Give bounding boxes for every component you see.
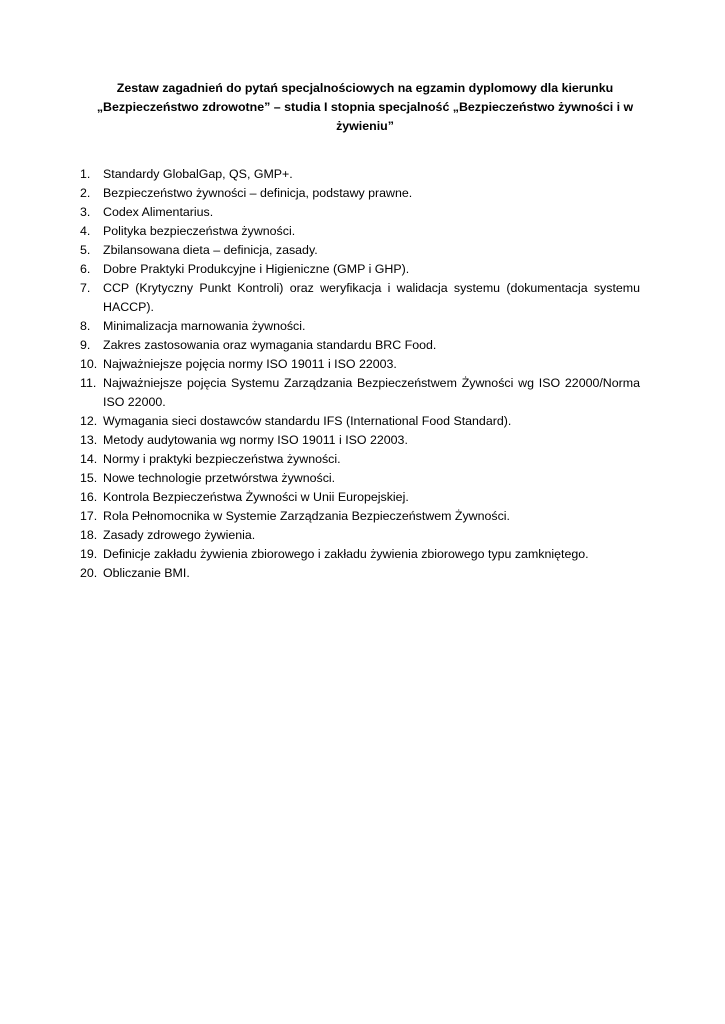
list-item-text: Wymagania sieci dostawców standardu IFS (International Food Standard). xyxy=(103,414,512,428)
list-item xyxy=(80,431,640,450)
list-item-number: 13. xyxy=(80,433,98,447)
list-item xyxy=(80,526,640,545)
list-item xyxy=(80,545,640,564)
list-item xyxy=(80,203,640,222)
list-item-number: 14. xyxy=(80,452,98,466)
list-item-number: 10. xyxy=(80,357,98,371)
list-item xyxy=(80,469,640,488)
list-item-number: 17. xyxy=(80,509,98,523)
title-line-2: „Bezpieczeństwo zdrowotne” – studia I stopnia specjalność „Bezpieczeństwo żywności i w xyxy=(96,100,634,114)
list-item-text: Zbilansowana dieta – definicja, zasady. xyxy=(103,243,318,257)
list-item xyxy=(80,165,640,184)
list-item-text: Zakres zastosowania oraz wymagania standardu BRC Food. xyxy=(103,338,437,352)
list-item-number: 16. xyxy=(80,490,98,504)
list-item-number: 11. xyxy=(80,376,97,390)
list-item-text: Definicje zakładu żywienia zbiorowego i zakładu żywienia zbiorowego typu zamkniętego. xyxy=(103,547,589,561)
list-item xyxy=(80,317,640,336)
list-item xyxy=(80,241,640,260)
list-item-number: 8. xyxy=(80,319,91,333)
list-item-text: Rola Pełnomocnika w Systemie Zarządzania Bezpieczeństwem Żywności. xyxy=(103,509,510,523)
list-item-text: Polityka bezpieczeństwa żywności. xyxy=(103,224,296,238)
list-item-number: 19. xyxy=(80,547,98,561)
list-item-text: Normy i praktyki bezpieczeństwa żywności. xyxy=(103,452,341,466)
list-item-text: Najważniejsze pojęcia normy ISO 19011 i ISO 22003. xyxy=(103,357,397,371)
list-item-number: 18. xyxy=(80,528,98,542)
list-item-text: Zasady zdrowego żywienia. xyxy=(103,528,256,542)
list-item xyxy=(80,279,640,317)
list-item xyxy=(80,412,640,431)
list-item-number: 2. xyxy=(80,186,91,200)
list-item-number: 12. xyxy=(80,414,98,428)
list-item-number: 5. xyxy=(80,243,91,257)
list-item-number: 3. xyxy=(80,205,91,219)
list-item xyxy=(80,374,640,412)
title-line-3: żywieniu” xyxy=(336,119,394,133)
list-item-number: 15. xyxy=(80,471,98,485)
list-item-text: Standardy GlobalGap, QS, GMP+. xyxy=(103,167,293,181)
list-item-number: 1. xyxy=(80,167,91,181)
list-item-text: Bezpieczeństwo żywności – definicja, podstawy prawne. xyxy=(103,186,413,200)
list-item-text: Nowe technologie przetwórstwa żywności. xyxy=(103,471,336,485)
topic-list xyxy=(80,165,640,583)
list-item-text: Obliczanie BMI. xyxy=(103,566,190,580)
list-item-number: 20. xyxy=(80,566,98,580)
list-item xyxy=(80,184,640,203)
list-item-number: 7. xyxy=(80,281,91,295)
list-item xyxy=(80,336,640,355)
list-item xyxy=(80,507,640,526)
list-item-number: 4. xyxy=(80,224,91,238)
list-item xyxy=(80,564,640,583)
list-item-text: Minimalizacja marnowania żywności. xyxy=(103,319,306,333)
title-line-1: Zestaw zagadnień do pytań specjalnościowych na egzamin dyplomowy dla kierunku xyxy=(116,81,614,95)
list-item-text: Codex Alimentarius. xyxy=(103,205,214,219)
list-item-number: 6. xyxy=(80,262,91,276)
list-item-text: Metody audytowania wg normy ISO 19011 i ISO 22003. xyxy=(103,433,408,447)
list-item xyxy=(80,355,640,374)
list-item-text: Najważniejsze pojęcia Systemu Zarządzania Bezpieczeństwem Żywności wg ISO 22000/Norma ISO 22000. xyxy=(103,376,640,409)
list-item xyxy=(80,260,640,279)
list-item-text: CCP (Krytyczny Punkt Kontroli) oraz weryfikacja i walidacja systemu (dokumentacja systemu HACCP). xyxy=(103,281,640,314)
list-item-number: 9. xyxy=(80,338,91,352)
list-item xyxy=(80,450,640,469)
list-item xyxy=(80,222,640,241)
list-item-text: Kontrola Bezpieczeństwa Żywności w Unii Europejskiej. xyxy=(103,490,409,504)
list-item xyxy=(80,488,640,507)
list-item-text: Dobre Praktyki Produkcyjne i Higieniczne (GMP i GHP). xyxy=(103,262,410,276)
document-title xyxy=(80,79,650,136)
